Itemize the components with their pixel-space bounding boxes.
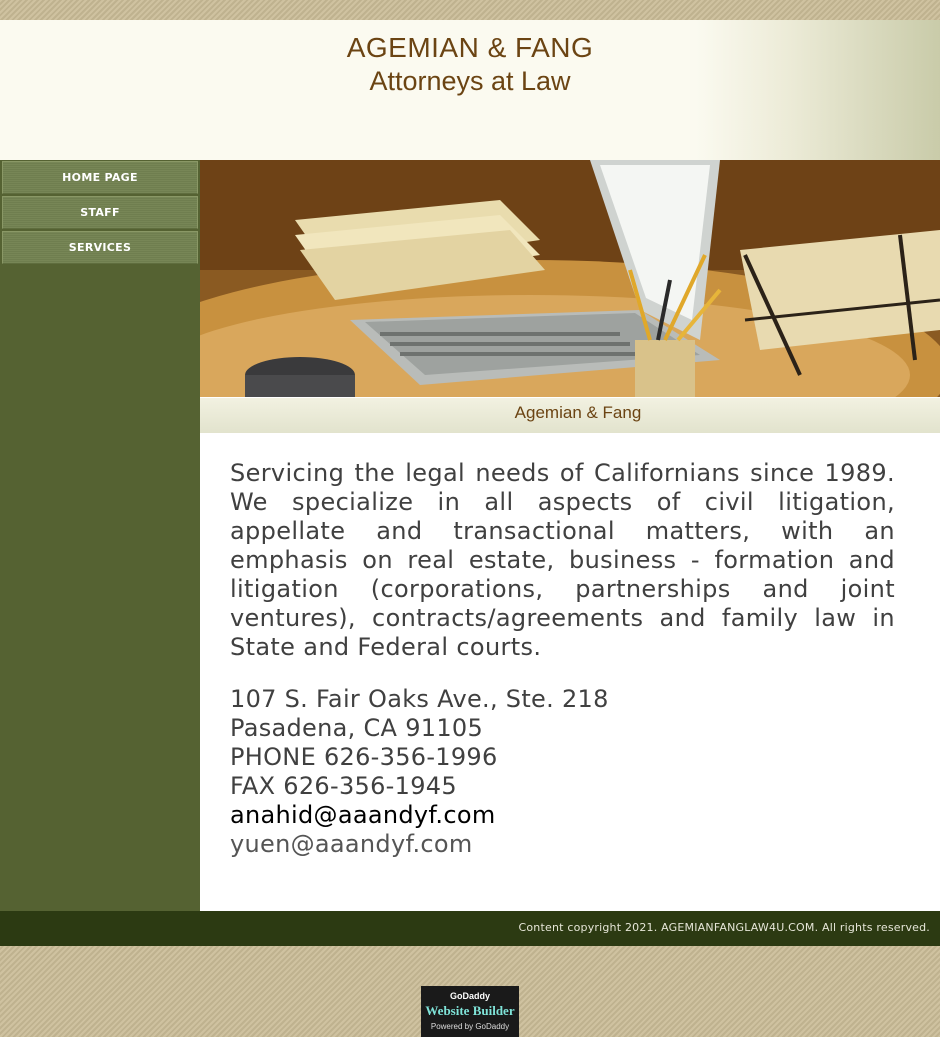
address-line-2: Pasadena, CA 91105 — [230, 714, 484, 742]
hero-image — [200, 160, 940, 397]
nav-item-staff[interactable]: STAFF — [2, 196, 198, 229]
intro-paragraph: Servicing the legal needs of Californians since 1989. We specialize in all aspects of civil litigation, appellate and transactional matters, with an emphasis on real estate, business - formation and litigation (corporations, partnerships and joint ventures), contracts/agreements and family law in State and Federal courts. — [230, 459, 895, 661]
caption-bar — [200, 397, 940, 433]
godaddy-badge[interactable] — [421, 986, 519, 1037]
nav-item-services[interactable]: SERVICES — [2, 231, 198, 264]
site-subtitle: Attorneys at Law — [369, 66, 571, 96]
office-desk-laptop-photo-icon — [200, 160, 940, 397]
site-footer — [0, 911, 940, 946]
email-link-yuen[interactable]: yuen@aaandyf.com — [230, 830, 473, 858]
address-line-1: 107 S. Fair Oaks Ave., Ste. 218 — [230, 685, 609, 713]
copyright-text: Content copyright 2021. AGEMIANFANGLAW4U.COM. All rights reserved. — [518, 921, 930, 934]
site-header — [0, 20, 940, 160]
top-pattern-strip — [0, 0, 940, 20]
sidebar-nav — [0, 160, 200, 911]
nav-item-home-page[interactable]: HOME PAGE — [2, 161, 198, 194]
badge-brand: GoDaddy — [449, 991, 490, 1001]
main-content — [200, 433, 940, 911]
site-title: AGEMIAN & FANG — [346, 32, 594, 63]
badge-powered: Powered by GoDaddy — [430, 1022, 510, 1031]
email-link-anahid[interactable]: anahid@aaandyf.com — [230, 801, 496, 829]
caption-text: Agemian & Fang — [514, 403, 642, 422]
phone-number: PHONE 626-356-1996 — [230, 743, 498, 771]
contact-block — [230, 685, 895, 859]
badge-product: Website Builder — [425, 1003, 515, 1018]
fax-number: FAX 626-356-1945 — [230, 772, 457, 800]
